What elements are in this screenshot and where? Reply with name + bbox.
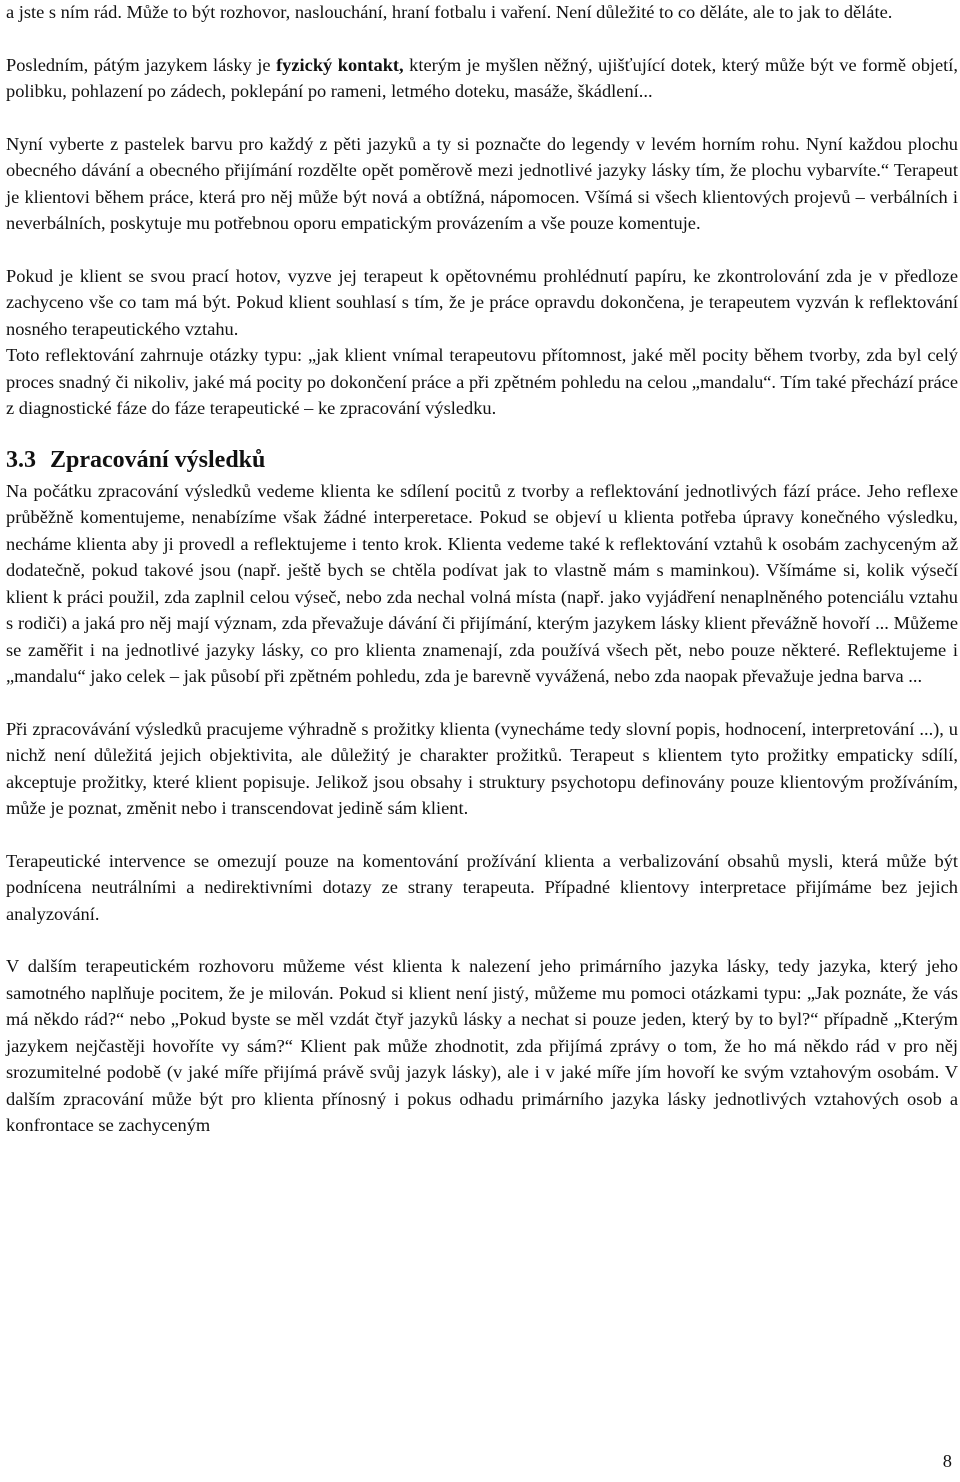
document-page bbox=[6, 0, 958, 1139]
paragraph-interventions: Terapeutické intervence se omezují pouze na komentování prožívání klienta a verbalizování obsahů mysli, která může být podnícena neutrálními a nedirektivními dotazy ze strany terapeuta. Případné klientovy interpretace přijímáme bez jejich analyzování. bbox=[6, 850, 958, 924]
paragraph-instructions: Nyní vyberte z pastelek barvu pro každý z pěti jazyků a ty si poznačte do legendy v levém horním rohu. Nyní každou plochu obecného dávání a obecného přijímání rozdělte opět poměrově mezi jednotlivé jazyky lásky tím, že plochu vybarvíte.“ Terapeut je klientovi během práce, která pro něj může být nová a obtížná, nápomocen. Všímá si všech klientových projevů – verbálních i neverbálních, poskytuje mu potřebnou oporu empatickým provázením a vše pouze komentuje. bbox=[6, 133, 958, 233]
paragraph-experiences: Při zpracovávání výsledků pracujeme výhradně s prožitky klienta (vynecháme tedy slovní popis, hodnocení, interpretování ...), u nichž není důležitá jejich objektivita, ale důležitý je charakter prožitků. Terapeut s klientem tyto prožitky empaticky sdílí, akceptuje prožitky, které klient popisuje. Jelikož jsou obsahy i struktury psychotopu definovány pouze klientovým prožíváním, může je poznat, změnit nebo i transcendovat jedině sám klient. bbox=[6, 718, 958, 818]
section-heading-title: Zpracování výsledků bbox=[50, 446, 266, 473]
page-number: 8 bbox=[942, 1451, 952, 1471]
paragraph-completion: Pokud je klient se svou prací hotov, vyzve jej terapeut k opětovnému prohlédnutí papíru, ke zkontrolování zda je v předloze zachyceno vše co tam má být. Pokud klient souhlasí s tím, že je práce opravdu dokončena, je terapeutem vyzván k reflektování nosného terapeutického vztahu. bbox=[6, 265, 958, 339]
paragraph-physical-contact-bold: fyzický kontakt, bbox=[276, 54, 404, 75]
paragraph-physical-contact-post: kterým je myšlen něžný, ujišťující dotek, který může být ve formě objetí, polibku, pohlazení po zádech, poklepání po rameni, letmého doteku, masáže, škádlení... bbox=[6, 54, 958, 101]
section-heading bbox=[6, 444, 958, 476]
paragraph-physical-contact-pre: Posledním, pátým jazykem lásky je bbox=[6, 54, 277, 75]
paragraph-reflection: Toto reflektování zahrnuje otázky typu: „jak klient vnímal terapeutovu přítomnost, jaké měl pocity během tvorby, zda byl celý proces snadný či nikoliv, jaké má pocity po dokončení práce a při zpětném pohledu na celou „mandalu“. Tím také přechází práce z diagnostické fáze do fáze terapeutické – ke zpracování výsledku. bbox=[6, 345, 958, 418]
paragraph-primary-language: V dalším terapeutickém rozhovoru můžeme vést klienta k nalezení jeho primárního jazyka lásky, tedy jazyka, který jeho samotného naplňuje pocitem, že je milován. Pokud si klient není jistý, můžeme mu pomoci otázkami typu: „Jak poznáte, že vás má někdo rád?“ nebo „Pokud byste se měl vzdát čtyř jazyků lásky a nechat si pouze jeden, který by to byl?“ případně „Kterým jazykem nejčastěji hovoříte vy sám?“ Klient pak může zhodnotit, zda přijímá zprávy o tom, že ho má někdo rád v pro něj srozumitelné podobě (v jaké míře přijímá právě svůj jazyk lásky), ale i v jaké míře jím hovoří ke svým vztahovým osobám. V dalším zpracování může být pro klienta přínosný i pokus odhadu primárního jazyka lásky jednotlivých vztahových osob a konfrontace se zachyceným bbox=[6, 956, 958, 1135]
paragraph-intro-continuation: a jste s ním rád. Může to být rozhovor, naslouchání, hraní fotbalu i vaření. Není důležité to co děláte, ale to jak to děláte. bbox=[6, 2, 893, 22]
section-heading-number: 3.3 bbox=[6, 446, 36, 473]
paragraph-physical-contact bbox=[6, 52, 958, 105]
paragraph-results-processing: Na počátku zpracování výsledků vedeme klienta ke sdílení pocitů z tvorby a reflektování jednotlivých fází práce. Jeho reflexe průběžně komentujeme, nenabízíme však žádné interperetace. Pokud se objeví u klienta potřeba úpravy konečného výsledku, necháme klienta aby ji provedl a reflektujeme i tento krok. Klienta vedeme také k reflektování vztahů k osobám zachyceným až dodatečně, pokud takové jsou (např. ještě bych se chtěla podívat jak to vlastně mám s maminkou). Všímáme si, kolik výsečí klient k práci použil, zda zaplnil celou výseč, nebo zda nechal volná místa (např. jako vyjádření nenaplněného potenciálu vztahu s rodiči) a jaká pro něj mají význam, zda převažuje dávání či přijímání, kterým jazykem lásky klient převážně hovoří ... Můžeme se zaměřit i na jednotlivé jazyky lásky, co pro klienta znamenají, zda používá všech pět, nebo pouze některé. Reflektujeme i „mandalu“ jako celek – jak působí při zpětném pohledu, zda je barevně vyvážená, nebo zda naopak převažuje jedna barva ... bbox=[6, 480, 958, 686]
